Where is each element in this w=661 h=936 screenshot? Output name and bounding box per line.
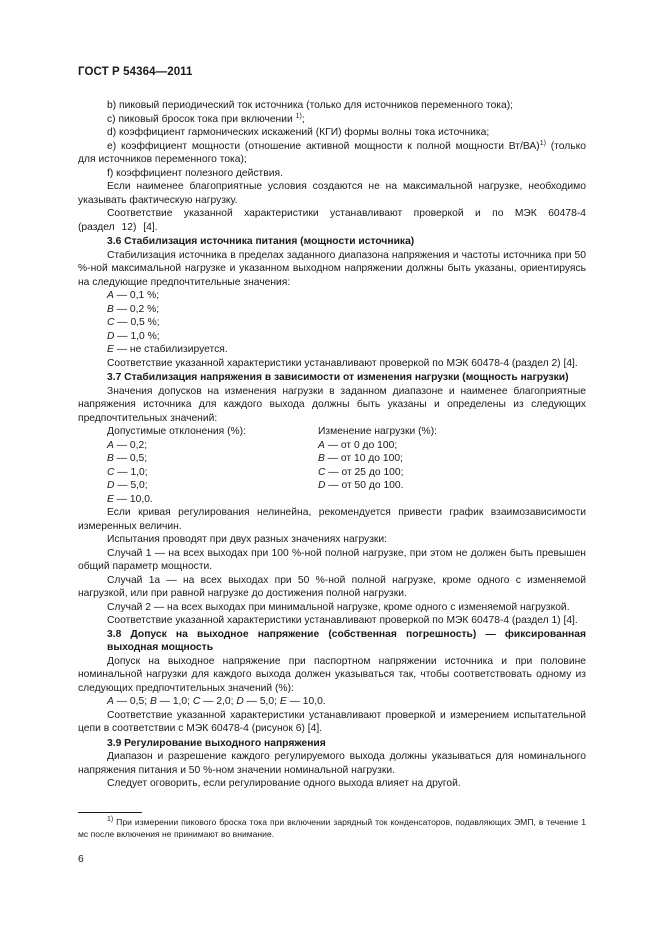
value-letter: B [107, 453, 114, 464]
value-letter: E [107, 493, 114, 505]
value-text: — 10,0. [286, 696, 326, 707]
value-text: — 0,5; [113, 453, 148, 464]
tolerance-cell [107, 452, 318, 466]
section-3-7-case-1: Случай 1 — на всех выходах при 100 %-ной полной нагрузке, при этом не должен быть превышен общий параметр мощности. [78, 547, 586, 572]
value-text: — 10,0. [113, 493, 153, 505]
footnote-mark [78, 816, 113, 828]
footnote-number: 1) [107, 816, 114, 823]
value-text: — 0,2; [113, 439, 148, 451]
tolerance-row [78, 493, 586, 507]
tolerance-row [78, 439, 586, 453]
tolerance-row [78, 452, 586, 466]
value-text: — 0,2 %; [113, 303, 160, 315]
tolerance-table-header [78, 425, 586, 439]
section-3-7-case-2: Случай 2 — на всех выходах при минимальной нагрузке, кроме одного с изменяемой нагрузкой. [107, 601, 570, 613]
section-title-3-9: 3.9 Регулирование выходного напряжения [107, 737, 326, 749]
value-letter: A [107, 439, 114, 451]
value-text: — от 10 до 100; [324, 453, 403, 464]
section-3-7-nonlinear: Если кривая регулирования нелинейна, рекомендуется привести график взаимозависимости измеренных величин. [78, 507, 586, 532]
tolerance-cell [107, 466, 318, 480]
page-number: 6 [78, 854, 84, 865]
value-text: — от 50 до 100. [325, 480, 404, 491]
tolerance-values [78, 695, 586, 709]
tolerance-row [78, 479, 586, 493]
col-header-load: Изменение нагрузки (%): [318, 426, 438, 437]
value-item [78, 289, 586, 303]
section-title-3-6: 3.6 Стабилизация источника питания (мощности источника) [107, 236, 415, 247]
section-3-7-tests-intro: Испытания проводят при двух разных значениях нагрузки: [107, 534, 388, 545]
list-item-b: b) пиковый периодический ток источника (только для источников переменного тока); [107, 100, 514, 111]
document-header: ГОСТ Р 54364—2011 [78, 66, 193, 78]
tolerance-row [78, 466, 586, 480]
list-item-e-cont: (только для источников переменного тока); [78, 140, 586, 165]
section-3-6-conformity: Соответствие указанной характеристики устанавливают проверкой по МЭК 60478-4 (раздел 2) [4]. [107, 357, 578, 369]
section-3-7-body: Значения допусков на изменения нагрузки в заданном диапазоне и наименее благоприятные напряжения источника для каждого выхода должны быть указаны и определены из следующих предпочтительных значений: [78, 385, 586, 424]
value-text: — 1,0 %; [114, 330, 160, 342]
load-cell [318, 466, 403, 480]
section-3-9-body: Диапазон и разрешение каждого регулируемого выхода должны указываться для номинального напряжения питания и 50 %-ном значении номинальной нагрузки. [78, 751, 586, 776]
section-3-7-conformity: Соответствие указанной характеристики устанавливают проверкой по МЭК 60478-4 (раздел 1) [4]. [107, 615, 578, 626]
value-text: — 0,1 %; [113, 290, 160, 301]
col-header-tolerance: Допустимые отклонения (%): [107, 426, 246, 437]
footnote-separator [78, 812, 142, 813]
value-letter: A [107, 696, 114, 707]
value-text: — 1,0; [156, 696, 193, 707]
tolerance-cell [107, 439, 318, 453]
list-item-c [78, 113, 586, 127]
value-letter: A [107, 290, 114, 301]
section-3-8-body: Допуск на выходное напряжение при паспортном напряжении источника и при половине номинальной нагрузки для каждого выхода должен указываться так, чтобы соответствовать одному из следующих предпочтительных значений (%): [78, 655, 586, 694]
footnote [78, 816, 586, 840]
value-letter: A [318, 439, 325, 451]
load-cell [318, 439, 397, 453]
list-item-c-text: c) пиковый бросок тока при включении [107, 113, 296, 125]
value-text: — 5,0; [243, 696, 280, 707]
value-text: — от 0 до 100; [324, 439, 398, 451]
value-letter: C [107, 466, 115, 478]
value-text: — 0,5; [113, 696, 150, 707]
value-text: — 2,0; [200, 696, 237, 707]
value-text: — 5,0; [114, 480, 148, 491]
value-letter: B [318, 453, 325, 464]
value-item [78, 303, 586, 317]
load-cell [318, 479, 403, 493]
section-title-3-8-cont: выходная мощность [107, 642, 214, 653]
value-letter: B [107, 303, 114, 315]
list-item-d: d) коэффициент гармонических искажений (КГИ) формы волны тока источника; [107, 127, 490, 138]
section-3-9-note: Следует оговорить, если регулирование одного выхода влияет на другой. [107, 778, 461, 789]
value-letter: D [236, 696, 244, 707]
value-text: — не стабилизируется. [113, 344, 228, 355]
list-item-c-end: ; [301, 113, 305, 125]
section-title-3-8: 3.8 Допуск на выходное напряжение (собственная погрешность) — фиксированная [107, 628, 586, 640]
value-letter: C [192, 696, 201, 707]
value-item [78, 343, 586, 357]
footnote-ref[interactable]: 1) [295, 112, 302, 120]
footnote-ref[interactable]: 1) [539, 139, 546, 147]
value-letter: E [279, 696, 287, 707]
list-item-e [78, 140, 586, 167]
value-letter: E [107, 344, 114, 355]
value-letter: D [107, 480, 115, 491]
value-item [78, 330, 586, 344]
value-text: — 1,0; [114, 466, 148, 478]
value-letter: B [149, 696, 157, 707]
list-item-f: f) коэффициент полезного действия. [107, 167, 283, 179]
value-letter: C [107, 317, 115, 328]
load-cell [318, 452, 403, 466]
section-3-6-body: Стабилизация источника в пределах заданного диапазона напряжения и частоты источника при 50 %-ной максимальной нагрузке и указанном выходном напряжении должны быть указаны, ориентируясь на следующие предпочтительные значения: [78, 249, 586, 288]
footnote-text: При измерении пикового броска тока при включении зарядный ток конденсаторов, подавляющих ЭМП, в течение 1 мс после включения не принимают во внимание. [78, 817, 586, 839]
value-text: — 0,5 %; [114, 317, 160, 328]
value-item [78, 316, 586, 330]
value-text: — от 25 до 100; [325, 466, 404, 478]
value-letter: D [318, 480, 326, 491]
value-letter: D [107, 330, 115, 342]
tolerance-cell [107, 479, 318, 493]
paragraph-conformity: Соответствие указанной характеристики устанавливают проверкой и по МЭК 60478-4 (раздел 12) [4]. [78, 208, 586, 233]
paragraph-unfavorable: Если наименее благоприятные условия создаются не на максимальной нагрузке, необходимо указывать фактическую нагрузку. [78, 181, 586, 206]
section-3-7-case-1a: Случай 1а — на всех выходах при 50 %-ной полной нагрузке, кроме одного с изменяемой нагрузкой, или при равной нагрузке до достижения полной нагрузки. [78, 574, 586, 599]
main-content [78, 99, 586, 791]
list-item-e-text: e) коэффициент мощности (отношение активной мощности к полной мощности Вт/ВА) [107, 140, 540, 152]
tolerance-cell [107, 493, 318, 507]
value-letter: C [318, 466, 326, 478]
section-3-8-conformity: Соответствие указанной характеристики устанавливают проверкой и измерением испытательной цепи в соответствии с МЭК 60478-4 (рисунок 6) [4]. [78, 709, 586, 734]
section-title-3-7: 3.7 Стабилизация напряжения в зависимости от изменения нагрузки (мощность нагрузки) [107, 372, 569, 383]
